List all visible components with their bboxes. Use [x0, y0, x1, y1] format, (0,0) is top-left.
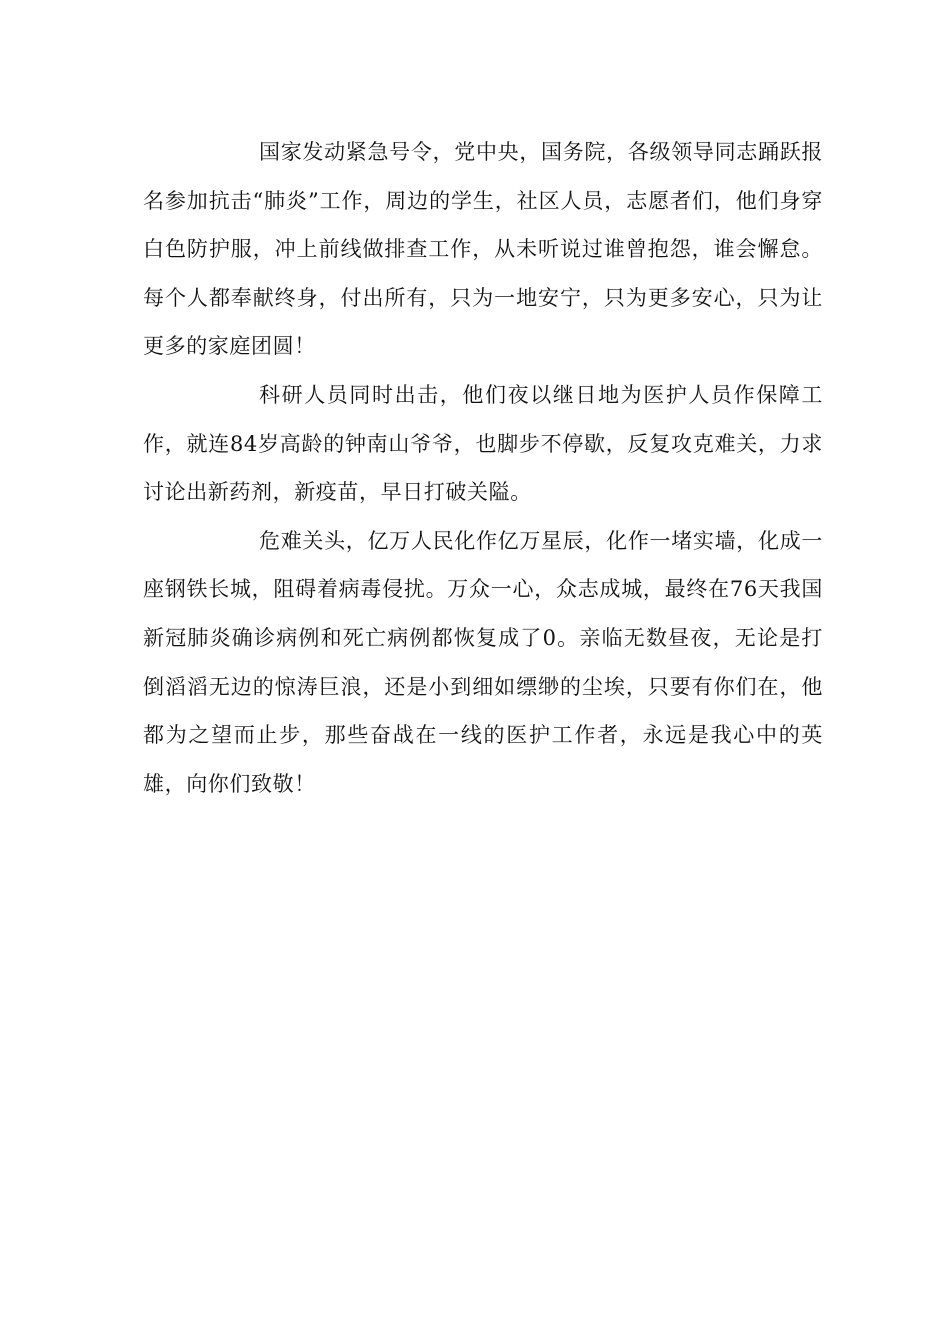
paragraph-1: 国家发动紧急号令，党中央，国务院，各级领导同志踊跃报名参加抗击“肺炎”工作，周边的学生，社区人员，志愿者们，他们身穿白色防护服，冲上前线做排查工作，从未听说过谁曾抱怨，谁会懈怠。每个人都奉献终身，付出所有，只为一地安宁，只为更多安心，只为让更多的家庭团圆！: [143, 140, 823, 359]
document-body: [143, 128, 823, 808]
paragraph-2: 科研人员同时出击，他们夜以继日地为医护人员作保障工作，就连84岁高龄的钟南山爷爷，也脚步不停歇，反复攻克难关，力求讨论出新药剂，新疫苗，早日打破关隘。: [143, 382, 823, 505]
paragraph-3: 危难关头，亿万人民化作亿万星辰，化作一堵实墙，化成一座钢铁长城，阻碍着病毒侵扰。万众一心，众志成城，最终在76天我国新冠肺炎确诊病例和死亡病例都恢复成了0。亲临无数昼夜，无论是打倒滔滔无边的惊涛巨浪，还是小到细如缥缈的尘埃，只要有你们在，他都为之望而止步，那些奋战在一线的医护工作者，永远是我心中的英雄，向你们致敬！: [143, 528, 823, 796]
